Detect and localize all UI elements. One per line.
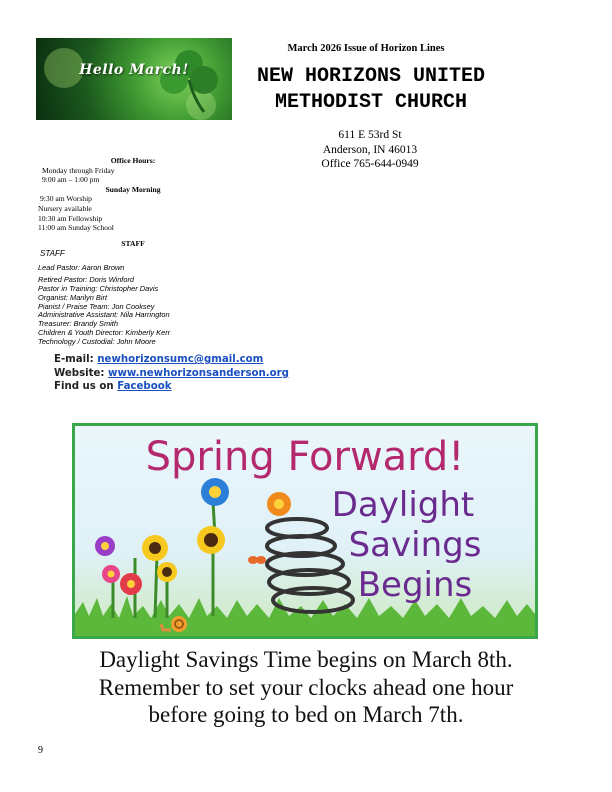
banner-headline: Spring Forward!	[145, 434, 465, 480]
website-link[interactable]: www.newhorizonsanderson.org	[108, 367, 289, 379]
staff-member: Administrative Assistant: Nila Harrington	[38, 310, 170, 320]
banner-sub-line: Daylight	[331, 485, 475, 525]
church-name	[240, 64, 502, 116]
staff-member: Pianist / Praise Team: Jon Cooksey	[38, 301, 155, 311]
sunday-title: Sunday Morning	[105, 184, 161, 194]
staff-member: Organist: Marilyn Birt	[38, 292, 107, 302]
butterfly-icon	[248, 556, 266, 564]
social-row	[54, 380, 289, 394]
hello-march-image	[36, 38, 232, 120]
red-flower-icon	[120, 573, 142, 595]
sunday-line: 10:30 am Fellowship	[38, 213, 103, 223]
sunday-line: 11:00 am Sunday School	[38, 223, 114, 233]
website-row	[54, 367, 289, 381]
facebook-link[interactable]: Facebook	[117, 381, 172, 392]
contact-block	[54, 353, 289, 394]
banner-art	[75, 426, 535, 636]
sunflower-icon	[142, 535, 168, 561]
message-line: Daylight Savings Time begins on March 8th.	[99, 647, 513, 672]
hello-march-text: Hello March!	[79, 62, 189, 78]
staff-list	[38, 264, 228, 347]
staff-member: Retired Pastor: Doris Winford	[38, 274, 135, 284]
blue-flower-icon	[201, 478, 229, 506]
email-row	[54, 353, 289, 367]
church-name-line: METHODIST CHURCH	[274, 91, 468, 114]
office-phone: Office 765-644-0949	[321, 158, 419, 170]
issue-line: March 2026 Issue of Horizon Lines	[287, 43, 445, 54]
office-hours-line: Monday through Friday	[42, 165, 115, 175]
banner-sub-line: Savings	[348, 525, 482, 565]
website-label: Website:	[54, 367, 105, 379]
spring-coil-icon	[267, 519, 353, 612]
message-line: Remember to set your clocks ahead one hour	[98, 674, 514, 700]
office-hours-line: 9:00 am – 1:00 pm	[42, 175, 100, 185]
flower-stem	[155, 554, 157, 618]
dst-message	[40, 646, 572, 729]
purple-flower-icon	[95, 536, 115, 556]
banner-sub-line: Begins	[357, 565, 473, 605]
city-state-zip: Anderson, IN 46013	[322, 143, 418, 156]
info-column	[38, 156, 228, 347]
sunflower-icon	[157, 562, 177, 582]
page-number: 9	[38, 745, 43, 756]
shamrock-icon	[154, 44, 224, 114]
orange-flower-icon	[267, 492, 291, 516]
staff-member: Children & Youth Director: Kimberly Kerr	[38, 328, 171, 338]
sunflower-icon	[197, 526, 225, 554]
sunday-line: 9:30 am Worship	[40, 194, 92, 204]
message-line: before going to bed on March 7th.	[148, 702, 464, 727]
staff-member: Lead Pastor: Aaron Brown	[38, 262, 125, 272]
sunday-line: Nursery available	[38, 203, 92, 213]
email-label: E-mail:	[54, 354, 94, 365]
staff-member: Pastor in Training: Christopher Davis	[38, 283, 159, 293]
office-hours-title: Office Hours:	[110, 156, 156, 165]
staff-member: Technology / Custodial: John Moore	[38, 337, 156, 347]
staff-label: STAFF	[40, 249, 65, 259]
staff-title: STAFF	[121, 238, 145, 248]
social-label: Find us on	[54, 381, 114, 392]
email-link[interactable]: newhorizonsumc@gmail.com	[97, 354, 264, 365]
spring-forward-banner	[72, 423, 538, 639]
staff-member: Treasurer: Brandy Smith	[38, 319, 118, 329]
street-address: 611 E 53rd St	[338, 129, 402, 141]
pink-flower-icon	[102, 565, 120, 583]
church-address	[300, 128, 440, 172]
church-name-line: NEW HORIZONS UNITED	[256, 65, 486, 88]
